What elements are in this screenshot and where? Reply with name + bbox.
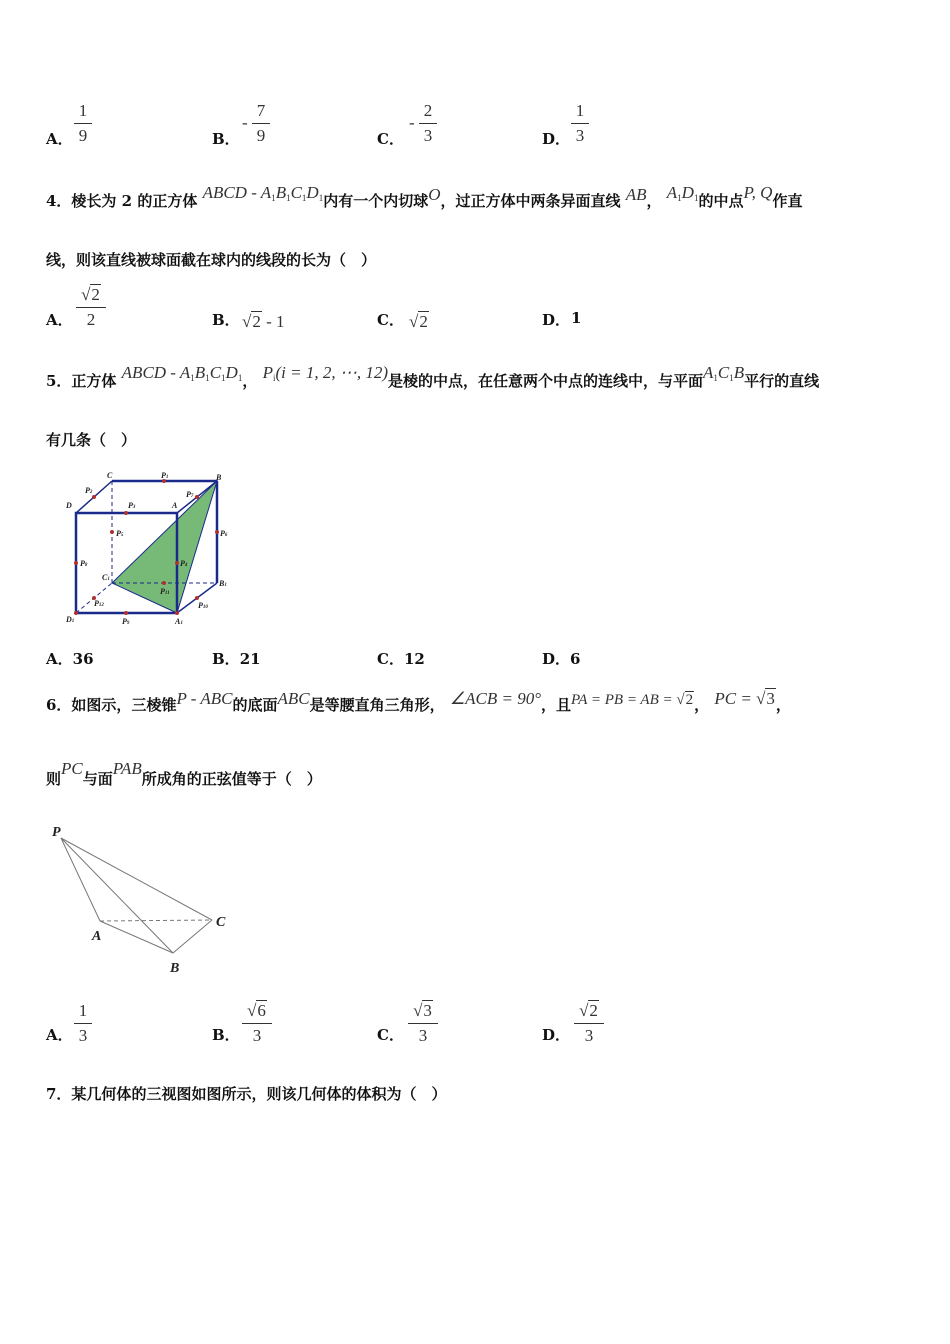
math-ab: AB: [625, 185, 647, 204]
midpoint-dot: [195, 596, 199, 600]
minus-sign: -: [242, 113, 248, 132]
q3-option-c-label: C．: [377, 130, 404, 148]
option-value: 21: [239, 650, 261, 668]
q6-text: 则: [46, 770, 62, 788]
midpoint-dot: [124, 511, 128, 515]
option-value: 36: [72, 650, 94, 668]
label-a: A: [172, 501, 178, 510]
q4-text: 内有一个内切球: [323, 192, 429, 210]
q5-text: 是棱的中点，在任意两个中点的连线中，与平面: [388, 372, 704, 390]
midpoint-dot: [92, 495, 96, 499]
radicand: 2: [252, 312, 261, 331]
q6-option-d-fraction: [574, 1000, 604, 1047]
math-o: O: [428, 185, 441, 204]
label-p11: P11: [160, 587, 170, 596]
label-p10: P10: [198, 601, 208, 610]
q6-text: 与面: [82, 770, 113, 788]
q4-text: 作直: [772, 192, 803, 210]
math-pq: P, Q: [743, 183, 773, 202]
label-p: P: [52, 825, 61, 840]
q6-text: 所成角的正弦值等于（ ）: [141, 770, 322, 788]
q6-option-b-fraction: [242, 1000, 272, 1047]
midpoint-dot: [215, 530, 219, 534]
denominator: 2: [86, 310, 96, 329]
q4-text: 4．棱长为 2 的正方体: [46, 192, 198, 210]
edge-pa: [61, 838, 100, 921]
midpoint-dot: [162, 581, 166, 585]
label-p4: P4: [180, 559, 188, 568]
q5-line-1: [46, 363, 820, 391]
label-p3: P3: [128, 501, 136, 510]
label-c: C: [107, 471, 113, 480]
denominator: 3: [252, 1026, 262, 1045]
midpoint-dot: [74, 561, 78, 565]
q7-line-1: 7．某几何体的三视图如图所示，则该几何体的体积为（ ）: [46, 1085, 447, 1103]
q3-option-a-label: A．: [46, 130, 73, 148]
option-letter: D．: [542, 650, 571, 668]
q5-option-b: [212, 648, 261, 669]
minus-one: - 1: [261, 312, 285, 331]
option-value: 12: [403, 650, 425, 668]
comma: ，: [242, 372, 258, 390]
label-b: B: [216, 473, 222, 482]
numerator: 2: [423, 101, 433, 120]
q6-pyramid-figure: [46, 818, 236, 978]
q4-text: ，过正方体中两条异面直线: [440, 192, 621, 210]
q4-line-1: [46, 183, 803, 211]
label-b1: B1: [219, 579, 227, 588]
q4-option-b-label: B．: [212, 311, 240, 329]
q4-option-b-value: √2 - 1: [242, 312, 285, 331]
math-text: PA = PB = AB =: [571, 692, 677, 708]
comma: ，: [694, 696, 710, 714]
label-p1: P1: [161, 471, 169, 480]
denominator: 3: [78, 1026, 88, 1045]
math-pi: $P_i(i = 1$, 2, ⋯, 12): [262, 363, 388, 383]
edge-pb: [61, 838, 173, 953]
numerator: √2: [81, 285, 100, 304]
q6-text: 6．如图示，三棱锥: [46, 696, 177, 714]
q3-option-d-fraction: [571, 100, 589, 147]
option-letter: B．: [212, 650, 240, 668]
q4-text: 的中点: [698, 192, 744, 210]
midpoint-dot: [175, 561, 179, 565]
edge-ac-hidden: [100, 920, 212, 921]
q6-option-a-label: A．: [46, 1026, 73, 1044]
midpoint-dot: [195, 495, 199, 499]
label-p2: P2: [85, 486, 93, 495]
edge-ab: [100, 921, 173, 953]
midpoint-dot: [110, 530, 114, 534]
numerator: 1: [78, 101, 88, 120]
midpoint-dot: [124, 611, 128, 615]
numerator: √6: [247, 1001, 266, 1020]
label-c1: C1: [102, 573, 110, 582]
edge-bc: [173, 920, 212, 953]
q6-option-c-label: C．: [377, 1026, 404, 1044]
q5-text: 5．正方体: [46, 372, 117, 390]
radicand: 3: [766, 689, 775, 708]
math-cube: ABCD - $A_1B_1C_1D_1$: [202, 183, 324, 203]
q4-option-c-value: √2: [409, 312, 428, 331]
math-cube: ABCD - $A_1B_1C_1D_1$: [121, 363, 243, 383]
q5-line-2: 有几条（ ）: [46, 431, 137, 449]
q4-option-a-fraction: [76, 284, 106, 331]
label-d: D: [66, 501, 72, 510]
q3-option-d-label: D．: [542, 130, 571, 148]
denominator: 3: [584, 1026, 594, 1045]
label-p9: P9: [122, 617, 130, 626]
q5-option-a: [46, 648, 94, 669]
label-p6: P6: [220, 529, 228, 538]
option-letter: A．: [46, 650, 73, 668]
label-d1: D1: [66, 615, 75, 624]
math-text: (i = 1, 2, ⋯, 12): [275, 363, 388, 382]
math-abc: ABC: [277, 689, 310, 708]
option-letter: C．: [377, 650, 404, 668]
radicand: 2: [419, 312, 428, 331]
label-p8: P8: [80, 559, 88, 568]
q4-option-c-label: C．: [377, 311, 404, 329]
numerator: 1: [575, 101, 585, 120]
radicand: 3: [423, 1001, 432, 1020]
q3-option-b-label: B．: [212, 130, 240, 148]
q6-line-1: [46, 689, 791, 715]
math-equal-sides: PA = PB = AB = √2: [571, 692, 694, 708]
label-b: B: [170, 961, 180, 976]
minus-sign: -: [409, 113, 415, 132]
q5-cube-figure: [60, 468, 240, 630]
label-p5: P5: [116, 529, 124, 538]
numerator: 7: [256, 101, 266, 120]
math-plane: $A_1C_1B$: [703, 363, 745, 383]
q6-text: 的底面: [232, 696, 278, 714]
q5-text: 平行的直线: [744, 372, 820, 390]
q4-line-2: 线，则该直线被球面截在球内的线段的长为（ ）: [46, 251, 377, 269]
math-text: A: [703, 363, 714, 382]
radicand: 2: [685, 692, 694, 708]
comma: ，: [775, 696, 791, 714]
q4-option-d-value: 1: [571, 309, 582, 327]
q5-option-d: [542, 648, 580, 669]
denominator: 3: [575, 126, 585, 145]
label-c: C: [216, 915, 226, 930]
label-p7: P7: [186, 490, 194, 499]
q4-option-a-label: A．: [46, 311, 73, 329]
label-p12: P12: [94, 599, 104, 608]
math-a1d1: $A_1D_1$: [666, 183, 699, 203]
radicand: 6: [257, 1001, 266, 1020]
vertex-dot: [74, 611, 78, 615]
q3-option-b-fraction: [252, 100, 270, 147]
q6-option-a-fraction: [74, 1000, 92, 1047]
radicand: 2: [91, 285, 100, 304]
label-a: A: [92, 929, 102, 944]
q3-option-a-fraction: [74, 100, 92, 147]
math-text: ABCD - A: [121, 363, 191, 382]
q5-option-c: [377, 648, 425, 669]
q6-text: ，且: [541, 696, 572, 714]
math-angle: ∠ACB = 90°: [449, 689, 541, 708]
math-pab: PAB: [112, 759, 142, 778]
denominator: 9: [256, 126, 266, 145]
math-pc: PC = √3: [714, 689, 775, 708]
q6-option-d-label: D．: [542, 1026, 571, 1044]
option-value: 6: [570, 650, 581, 668]
denominator: 3: [423, 126, 433, 145]
pyramid-edges: [61, 838, 212, 953]
math-pyramid: P - ABC: [176, 689, 233, 708]
q4-option-d-label: D．: [542, 311, 571, 329]
math-pc: PC: [61, 759, 83, 778]
q6-option-c-fraction: [408, 1000, 438, 1047]
numerator: √2: [579, 1001, 598, 1020]
denominator: 9: [78, 126, 88, 145]
denominator: 3: [418, 1026, 428, 1045]
q6-option-b-label: B．: [212, 1026, 240, 1044]
numerator: √3: [413, 1001, 432, 1020]
numerator: 1: [78, 1001, 88, 1020]
q3-option-c-fraction: [419, 100, 437, 147]
comma: ，: [646, 192, 662, 210]
label-a1: A1: [175, 617, 183, 626]
math-text: ABCD - A: [202, 183, 272, 202]
q6-line-2: [46, 759, 322, 789]
q6-text: 是等腰直角三角形，: [309, 696, 445, 714]
radicand: 2: [589, 1001, 598, 1020]
math-text: PC =: [714, 689, 757, 708]
vertex-dot: [175, 611, 179, 615]
edge-pc: [61, 838, 212, 920]
